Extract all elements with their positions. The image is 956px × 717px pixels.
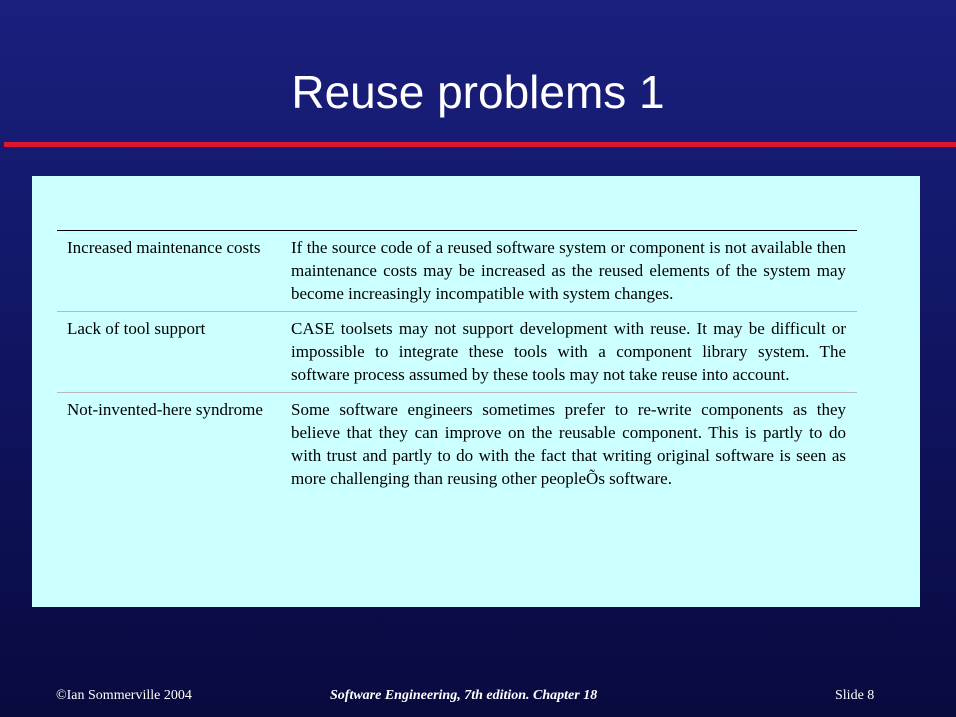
table-row	[57, 231, 857, 312]
slide-title: Reuse problems 1	[291, 66, 665, 118]
table-row	[57, 393, 857, 496]
problems-table	[57, 230, 857, 496]
row-label: Increased maintenance costs	[67, 238, 261, 257]
row-description: CASE toolsets may not support development with reuse. It may be difficult or impossible to integrate these tools with a component library system. The software process assumed by these tools may not take reuse into account.	[291, 319, 846, 384]
row-description: Some software engineers sometimes prefer to re-write components as they believe that they can improve on the reusable component. This is partly to do with trust and partly to do with the fact that writing original software is seen as more challenging than reusing other peopleÕs software.	[291, 400, 846, 488]
title-divider	[4, 142, 956, 147]
row-label: Lack of tool support	[67, 319, 206, 338]
table-row	[57, 312, 857, 393]
footer-book-title: Software Engineering, 7th edition. Chapter 18	[330, 688, 598, 703]
footer-slide-number: Slide 8	[835, 688, 875, 703]
row-label: Not-invented-here syndrome	[67, 400, 263, 419]
row-description: If the source code of a reused software system or component is not available then maintenance costs may be increased as the reused elements of the system may become increasingly incompatible with system changes.	[291, 238, 846, 303]
footer-copyright: ©Ian Sommerville 2004	[56, 688, 192, 703]
